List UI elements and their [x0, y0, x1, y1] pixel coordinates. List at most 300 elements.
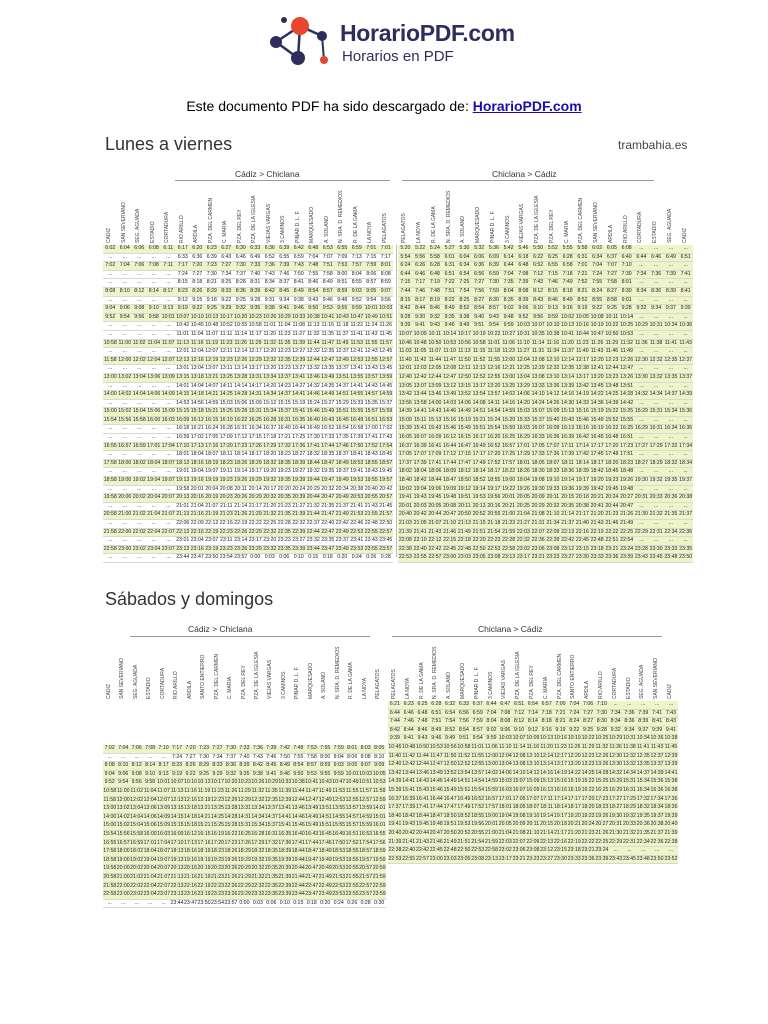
time-cell: 16:51	[619, 434, 634, 443]
time-cell: 14:34	[263, 391, 278, 400]
time-cell: 20:47	[619, 502, 634, 511]
time-cell: 18:29	[623, 804, 637, 813]
time-cell: 20:13	[176, 494, 191, 503]
time-cell: ...	[103, 554, 118, 563]
time-cell: 8:34	[609, 718, 623, 727]
time-cell: 18:07	[526, 804, 540, 813]
time-cell: ...	[664, 537, 679, 546]
time-cell: ...	[132, 451, 147, 460]
time-cell: 11:01	[263, 322, 278, 331]
time-cell: 7:57	[350, 262, 365, 271]
time-cell: 15:46	[429, 786, 443, 795]
time-cell: 7:13	[350, 253, 365, 262]
time-cell: 14:45	[379, 382, 394, 391]
time-cell: 18:06	[428, 468, 443, 477]
time-cell: 17:12	[442, 451, 457, 460]
time-cell: 12:25	[516, 365, 531, 374]
time-cell: 6:08	[619, 245, 634, 253]
time-cell: ...	[634, 416, 649, 425]
time-cell: 7:55	[306, 270, 321, 279]
time-cell: 23:05	[457, 855, 471, 864]
time-cell: 10:34	[636, 735, 650, 744]
time-cell: 6:43	[219, 253, 234, 262]
time-cell: 17:18	[263, 434, 278, 443]
time-cell: 11:14	[234, 330, 249, 339]
time-cell: 18:39	[292, 459, 307, 468]
time-cell: ...	[118, 270, 133, 279]
time-cell: 21:43	[590, 520, 605, 529]
time-cell: 19:20	[590, 477, 605, 486]
time-cell: 7:58	[605, 279, 620, 288]
stop-header: CADIZ	[106, 228, 113, 243]
stop-header: MARQUESADO	[459, 662, 466, 699]
time-cell: 15:22	[581, 778, 595, 787]
time-cell: 10:38	[664, 735, 678, 744]
time-cell: 18:42	[590, 468, 605, 477]
time-cell: 16:52	[321, 425, 336, 434]
time-cell: ...	[118, 399, 133, 408]
time-cell: 6:27	[219, 245, 234, 253]
time-cell: 18:44	[416, 812, 430, 821]
time-cell: 12:47	[305, 796, 318, 805]
table-row	[103, 839, 386, 848]
table-row	[103, 511, 393, 520]
time-cell: 11:29	[605, 339, 620, 348]
time-cell: 21:44	[306, 511, 321, 520]
time-cell: 9:01	[619, 296, 634, 305]
time-cell: 6:06	[472, 253, 487, 262]
time-cell: ...	[147, 330, 162, 339]
time-cell: 13:17	[248, 365, 263, 374]
time-cell: 6:59	[292, 253, 307, 262]
time-cell: 21:03	[398, 520, 413, 529]
time-cell: 15:43	[428, 425, 443, 434]
table-row	[388, 847, 678, 856]
time-cell: 10:14	[619, 313, 634, 322]
time-cell: ...	[103, 520, 118, 529]
table-row	[388, 709, 678, 718]
time-cell: 18:07	[157, 848, 170, 857]
time-cell: 20:40	[388, 829, 402, 838]
time-cell: 17:57	[485, 804, 499, 813]
table-row	[103, 830, 386, 839]
time-cell: 23:06	[531, 545, 546, 554]
time-cell: 11:13	[457, 348, 472, 357]
time-cell: 23:37	[335, 537, 350, 546]
time-cell: 10:22	[581, 735, 595, 744]
time-cell: 20:08	[442, 502, 457, 511]
time-cell: 13:51	[335, 373, 350, 382]
time-cell: 9:55	[319, 770, 332, 779]
time-cell: 15:39	[388, 786, 402, 795]
time-cell: 22:09	[190, 520, 205, 529]
time-cell: 9:59	[546, 313, 561, 322]
time-cell: 18:17	[590, 459, 605, 468]
time-cell: 8:36	[623, 718, 637, 727]
time-cell: 23:21	[605, 545, 620, 554]
time-cell: 7:20	[190, 262, 205, 271]
time-cell: 13:58	[413, 399, 428, 408]
stop-header: PZA. DEL CARMEN	[578, 197, 585, 243]
time-cell: 17:02	[190, 434, 205, 443]
time-cell: 22:42	[560, 537, 575, 546]
time-cell: 22:06	[176, 520, 191, 529]
stop-header: R. DE LA GAMA	[430, 206, 437, 243]
time-cell: 23:44	[292, 891, 305, 900]
time-cell: 8:00	[319, 753, 332, 762]
time-cell: 15:55	[619, 416, 634, 425]
stop-header: PELAGATOS	[375, 669, 382, 699]
time-cell: 13:02	[116, 805, 129, 814]
time-cell: 21:51	[472, 528, 487, 537]
time-cell: 6:39	[205, 253, 220, 262]
time-cell: 23:15	[554, 847, 568, 856]
time-cell: 15:07	[512, 778, 526, 787]
time-cell: 22:48	[457, 545, 472, 554]
time-cell: 11:11	[219, 330, 234, 339]
time-cell: 12:04	[516, 356, 531, 365]
table-row	[103, 245, 393, 253]
time-cell: 11:29	[248, 339, 263, 348]
time-cell: 9:34	[623, 726, 637, 735]
time-cell: 10:29	[609, 735, 623, 744]
time-cell: 12:01	[398, 365, 413, 374]
time-cell: 22:53	[487, 545, 502, 554]
time-cell: 18:23	[211, 848, 224, 857]
time-cell: 20:31	[634, 494, 649, 503]
time-cell: 8:30	[595, 718, 609, 727]
time-cell: 16:22	[581, 786, 595, 795]
time-cell: 10:10	[190, 313, 205, 322]
stop-header: ESTADIO	[149, 221, 156, 243]
time-cell: 10:58	[103, 787, 116, 796]
time-cell: 18:42	[402, 812, 416, 821]
time-cell: 7:34	[634, 270, 649, 279]
time-cell: 19:10	[526, 812, 540, 821]
time-cell: ...	[649, 502, 664, 511]
time-cell: 18:11	[219, 451, 234, 460]
time-cell: 13:12	[442, 382, 457, 391]
time-cell: 8:39	[516, 296, 531, 305]
time-cell: 21:35	[265, 873, 278, 882]
time-cell: 13:04	[190, 365, 205, 374]
time-cell: 20:19	[205, 494, 220, 503]
time-cell: ...	[161, 434, 176, 443]
time-cell: 21:41	[413, 528, 428, 537]
time-cell: 19:30	[531, 485, 546, 494]
time-cell: ...	[118, 322, 133, 331]
time-cell: 12:05	[428, 365, 443, 374]
time-cell: 21:23	[211, 873, 224, 882]
time-cell: 10:01	[364, 305, 379, 314]
stop-header: R. DE LA GAMA	[352, 206, 359, 243]
time-cell: 15:15	[277, 399, 292, 408]
time-cell: 20:33	[623, 821, 637, 830]
time-cell: 21:46	[442, 528, 457, 537]
time-cell: 20:57	[359, 865, 372, 874]
time-cell: 20:40	[664, 821, 678, 830]
time-cell: 13:04	[132, 373, 147, 382]
time-cell: 6:36	[472, 262, 487, 271]
time-cell: 18:22	[501, 468, 516, 477]
table-row	[103, 305, 393, 314]
time-cell: 8:17	[157, 762, 170, 771]
time-cell: 10:23	[238, 779, 251, 788]
time-cell: 7:34	[211, 753, 224, 762]
time-cell: 18:58	[103, 477, 118, 486]
time-cell: 20:59	[372, 865, 386, 874]
time-cell: 6:02	[103, 245, 118, 253]
time-cell: 16:57	[118, 442, 133, 451]
time-cell: 22:53	[471, 847, 485, 856]
weekday-outbound-label: Cádiz > Chiclana	[235, 169, 300, 179]
time-cell: 22:40	[402, 847, 416, 856]
table-row	[398, 494, 693, 503]
time-cell: 13:52	[457, 391, 472, 400]
time-cell: 12:23	[219, 356, 234, 365]
time-cell: 8:03	[359, 745, 372, 753]
time-cell: 21:08	[512, 829, 526, 838]
time-cell: 23:23	[546, 554, 561, 563]
table-row	[103, 399, 393, 408]
time-cell: 13:10	[546, 373, 561, 382]
time-cell: 22:07	[531, 528, 546, 537]
time-cell: 17:41	[306, 442, 321, 451]
time-cell: ...	[147, 537, 162, 546]
time-cell: ...	[623, 847, 637, 856]
time-cell: 10:38	[292, 779, 305, 788]
time-cell: 14:28	[234, 391, 249, 400]
time-cell: 22:45	[575, 537, 590, 546]
time-cell: 7:42	[278, 745, 291, 753]
time-cell: 6:54	[526, 701, 540, 709]
time-cell: 11:45	[664, 743, 678, 752]
time-cell: 12:23	[211, 796, 224, 805]
time-cell: 11:16	[526, 743, 540, 752]
time-cell: 20:05	[498, 821, 512, 830]
time-cell: 7:20	[184, 745, 197, 753]
time-cell: 11:34	[546, 348, 561, 357]
time-cell: 7:41	[678, 270, 693, 279]
time-cell: 20:38	[678, 494, 693, 503]
time-cell: 8:46	[428, 305, 443, 314]
time-cell: 21:07	[428, 520, 443, 529]
time-cell: 15:16	[442, 416, 457, 425]
time-cell: 16:07	[512, 786, 526, 795]
time-cell: 21:49	[619, 520, 634, 529]
time-cell: 21:39	[278, 873, 291, 882]
stop-header: ESTADIO	[625, 677, 632, 699]
time-cell: 18:05	[531, 459, 546, 468]
time-cell: 15:09	[248, 399, 263, 408]
time-cell: 19:43	[413, 494, 428, 503]
time-cell: ...	[161, 520, 176, 529]
time-cell: 8:58	[605, 296, 620, 305]
time-cell: 11:35	[277, 339, 292, 348]
time-cell: 9:22	[567, 726, 581, 735]
table-row	[103, 348, 393, 357]
time-cell: 19:07	[157, 856, 170, 865]
time-cell: 16:45	[319, 830, 332, 839]
time-cell: 14:37	[265, 813, 278, 822]
time-cell: 15:13	[560, 408, 575, 417]
time-cell: 18:12	[457, 468, 472, 477]
time-cell: 22:44	[306, 528, 321, 537]
time-cell: ...	[132, 279, 147, 288]
table-row	[103, 787, 386, 796]
time-cell: ...	[118, 520, 133, 529]
time-cell: 7:01	[379, 245, 394, 253]
time-cell: 22:49	[335, 528, 350, 537]
time-cell: 7:24	[176, 270, 191, 279]
time-cell: 19:39	[664, 812, 678, 821]
time-cell: 10:13	[560, 322, 575, 331]
time-cell: 14:00	[103, 391, 118, 400]
time-cell: ...	[132, 434, 147, 443]
time-cell: 15:22	[605, 408, 620, 417]
time-cell: 17:54	[359, 839, 372, 848]
time-cell: 16:03	[161, 416, 176, 425]
time-cell: 9:12	[526, 726, 540, 735]
time-cell: 18:36	[664, 804, 678, 813]
time-cell: 19:26	[619, 477, 634, 486]
time-cell: 9:38	[251, 770, 264, 779]
time-cell: 22:35	[277, 528, 292, 537]
time-cell: 23:08	[471, 855, 485, 864]
time-cell: 20:11	[457, 502, 472, 511]
time-cell: 17:52	[364, 442, 379, 451]
time-cell: 18:53	[332, 848, 345, 857]
time-cell: 21:04	[498, 829, 512, 838]
time-cell: 15:55	[350, 408, 365, 417]
time-cell: 7:19	[428, 279, 443, 288]
time-cell: 14:18	[184, 813, 197, 822]
time-cell: 8:10	[118, 287, 133, 296]
table-row	[388, 701, 678, 709]
time-cell: ...	[678, 348, 693, 357]
stop-header: ESTADIO	[652, 221, 659, 243]
time-cell: 19:58	[103, 494, 118, 503]
time-cell: 14:27	[292, 382, 307, 391]
time-cell: 9:56	[132, 313, 147, 322]
time-cell: 8:12	[130, 762, 143, 771]
time-cell: 20:18	[554, 821, 568, 830]
time-cell: 16:15	[197, 830, 210, 839]
time-cell: 20:50	[457, 511, 472, 520]
time-cell: 11:01	[471, 743, 485, 752]
time-cell: ...	[664, 330, 679, 339]
time-cell: 18:37	[335, 451, 350, 460]
time-cell: 18:33	[546, 468, 561, 477]
time-cell: ...	[664, 348, 679, 357]
time-cell: 7:10	[157, 745, 170, 753]
time-cell: 23:48	[664, 554, 679, 563]
time-cell: 20:57	[379, 494, 394, 503]
time-cell: 18:49	[319, 848, 332, 857]
time-cell: 8:14	[143, 762, 156, 771]
time-cell: ...	[132, 425, 147, 434]
time-cell: 7:30	[234, 262, 249, 271]
time-cell: 15:25	[595, 778, 609, 787]
time-cell: 15:16	[575, 408, 590, 417]
time-cell: 17:23	[595, 795, 609, 804]
stop-header: RIO ARILLO	[622, 215, 629, 243]
time-cell: 20:19	[197, 865, 210, 874]
time-cell: 13:29	[516, 382, 531, 391]
time-cell: 14:04	[132, 391, 147, 400]
time-cell: 19:04	[516, 477, 531, 486]
table-row	[398, 511, 693, 520]
time-cell: 8:29	[205, 287, 220, 296]
site-logo[interactable]	[262, 12, 515, 72]
time-cell: 16:09	[176, 416, 191, 425]
time-cell: ...	[147, 322, 162, 331]
time-cell: ...	[678, 330, 693, 339]
time-cell: 11:23	[277, 330, 292, 339]
time-cell: 9:52	[350, 296, 365, 305]
time-cell: 7:06	[132, 262, 147, 271]
time-cell: 7:12	[531, 270, 546, 279]
stop-header: PINAR D. L. F.	[294, 210, 301, 243]
time-cell: 13:46	[292, 805, 305, 814]
time-cell: 0:24	[350, 554, 365, 563]
time-cell: ...	[634, 330, 649, 339]
time-cell: 16:19	[211, 830, 224, 839]
table-row	[103, 313, 393, 322]
table-row	[103, 762, 386, 771]
time-cell: 13:15	[176, 373, 191, 382]
time-cell: 7:39	[636, 709, 650, 718]
time-cell: 15:49	[305, 822, 318, 831]
time-cell: 19:45	[428, 494, 443, 503]
time-cell: 12:16	[487, 365, 502, 374]
time-cell: 23:36	[581, 855, 595, 864]
time-cell: ...	[678, 399, 693, 408]
time-cell: 19:49	[319, 856, 332, 865]
time-cell: 17:20	[605, 442, 620, 451]
time-cell: 9:28	[248, 296, 263, 305]
time-cell: 8:33	[211, 762, 224, 771]
table-row	[398, 382, 693, 391]
time-cell: 21:30	[609, 829, 623, 838]
time-cell: 14:55	[350, 391, 365, 400]
time-cell: 15:19	[457, 416, 472, 425]
time-cell: 7:22	[442, 279, 457, 288]
time-cell: 10:05	[372, 770, 386, 779]
time-cell: 17:14	[575, 442, 590, 451]
time-cell: 21:23	[501, 520, 516, 529]
time-cell: 10:41	[305, 779, 318, 788]
time-cell: 16:36	[546, 434, 561, 443]
time-cell: 16:00	[147, 416, 162, 425]
notice-link[interactable]: HorarioPDF.com	[472, 98, 582, 114]
time-cell: 23:48	[636, 855, 650, 864]
time-cell: 23:19	[197, 891, 210, 900]
time-cell: 6:54	[457, 270, 472, 279]
time-cell: 14:02	[116, 813, 129, 822]
time-cell: 17:20	[581, 795, 595, 804]
time-cell: 6:17	[176, 245, 191, 253]
time-cell: 21:14	[540, 829, 554, 838]
time-cell: 23:49	[335, 545, 350, 554]
time-cell: 16:52	[471, 795, 485, 804]
time-cell: 8:23	[176, 287, 191, 296]
time-cell: 10:46	[388, 743, 402, 752]
time-cell: 13:23	[605, 373, 620, 382]
time-cell: ...	[147, 554, 162, 563]
time-cell: 19:17	[248, 468, 263, 477]
time-cell: 12:23	[581, 752, 595, 761]
